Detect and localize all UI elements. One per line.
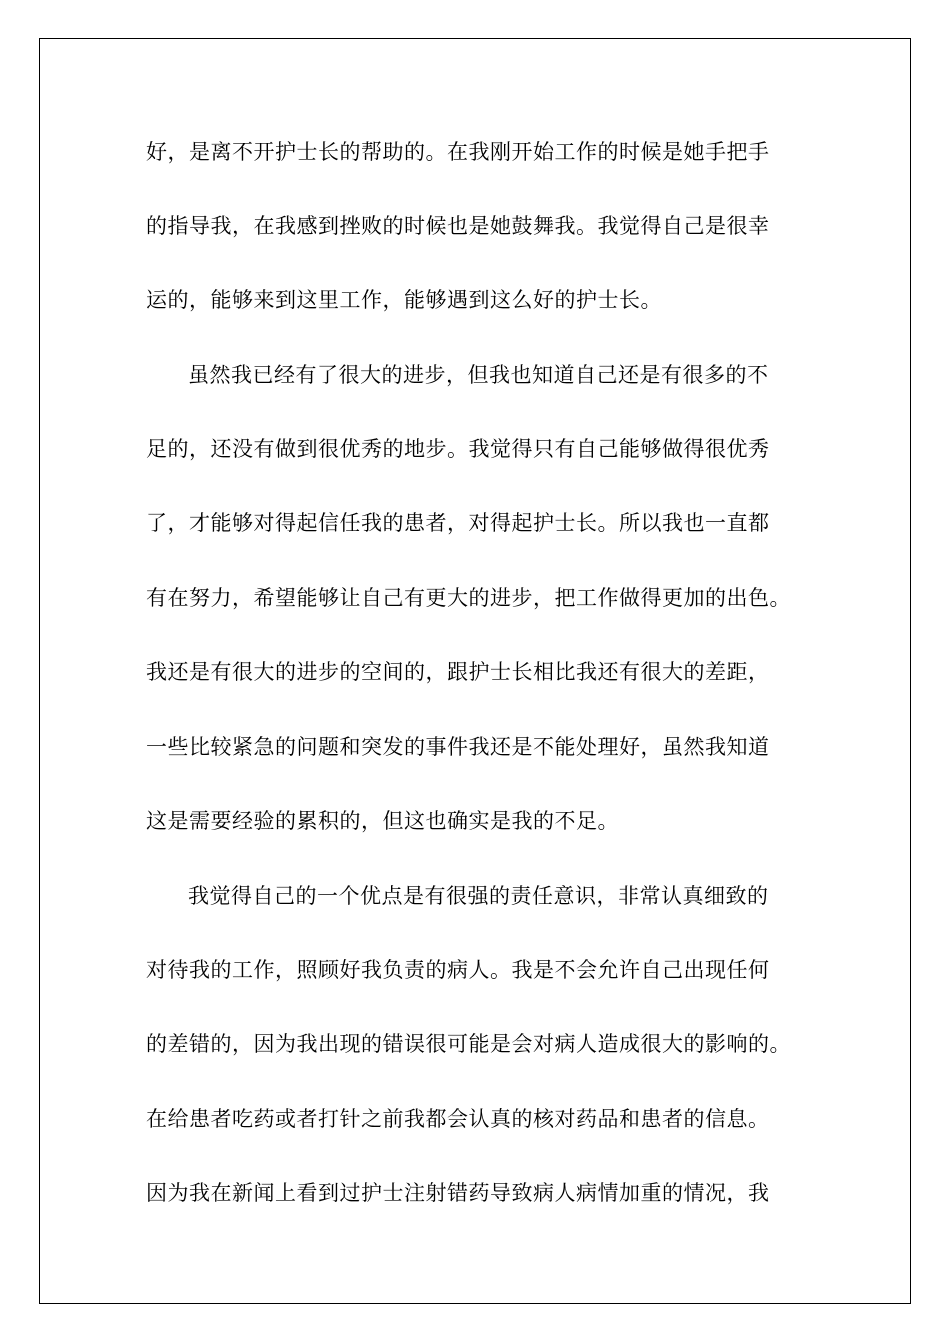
text-line-9: 一些比较紧急的问题和突发的事件我还是不能处理好，虽然我知道 — [146, 735, 770, 759]
text-line-8: 我还是有很大的进步的空间的，跟护士长相比我还有很大的差距， — [146, 660, 770, 684]
text-line-15: 因为我在新闻上看到过护士注射错药导致病人病情加重的情况，我 — [146, 1181, 770, 1205]
text-line-14: 在给患者吃药或者打针之前我都会认真的核对药品和患者的信息。 — [146, 1107, 770, 1131]
text-line-13: 的差错的，因为我出现的错误很可能是会对病人造成很大的影响的。 — [146, 1032, 791, 1056]
text-line-10: 这是需要经验的累积的，但这也确实是我的不足。 — [146, 809, 619, 833]
paragraph-3-line-1: 我觉得自己的一个优点是有很强的责任意识，非常认真细致的 — [188, 884, 769, 908]
text-line-6: 了，才能够对得起信任我的患者，对得起护士长。所以我也一直都 — [146, 511, 770, 535]
text-line-2: 的指导我，在我感到挫败的时候也是她鼓舞我。我觉得自己是很幸 — [146, 214, 770, 238]
text-line-3: 运的，能够来到这里工作，能够遇到这么好的护士长。 — [146, 288, 662, 312]
text-line-1: 好，是离不开护士长的帮助的。在我刚开始工作的时候是她手把手 — [146, 140, 770, 164]
paragraph-2-line-1: 虽然我已经有了很大的进步，但我也知道自己还是有很多的不 — [188, 363, 769, 387]
text-line-7: 有在努力，希望能够让自己有更大的进步，把工作做得更加的出色。 — [146, 586, 791, 610]
text-line-12: 对待我的工作，照顾好我负责的病人。我是不会允许自己出现任何 — [146, 958, 770, 982]
text-line-5: 足的，还没有做到很优秀的地步。我觉得只有自己能够做得很优秀 — [146, 437, 770, 461]
